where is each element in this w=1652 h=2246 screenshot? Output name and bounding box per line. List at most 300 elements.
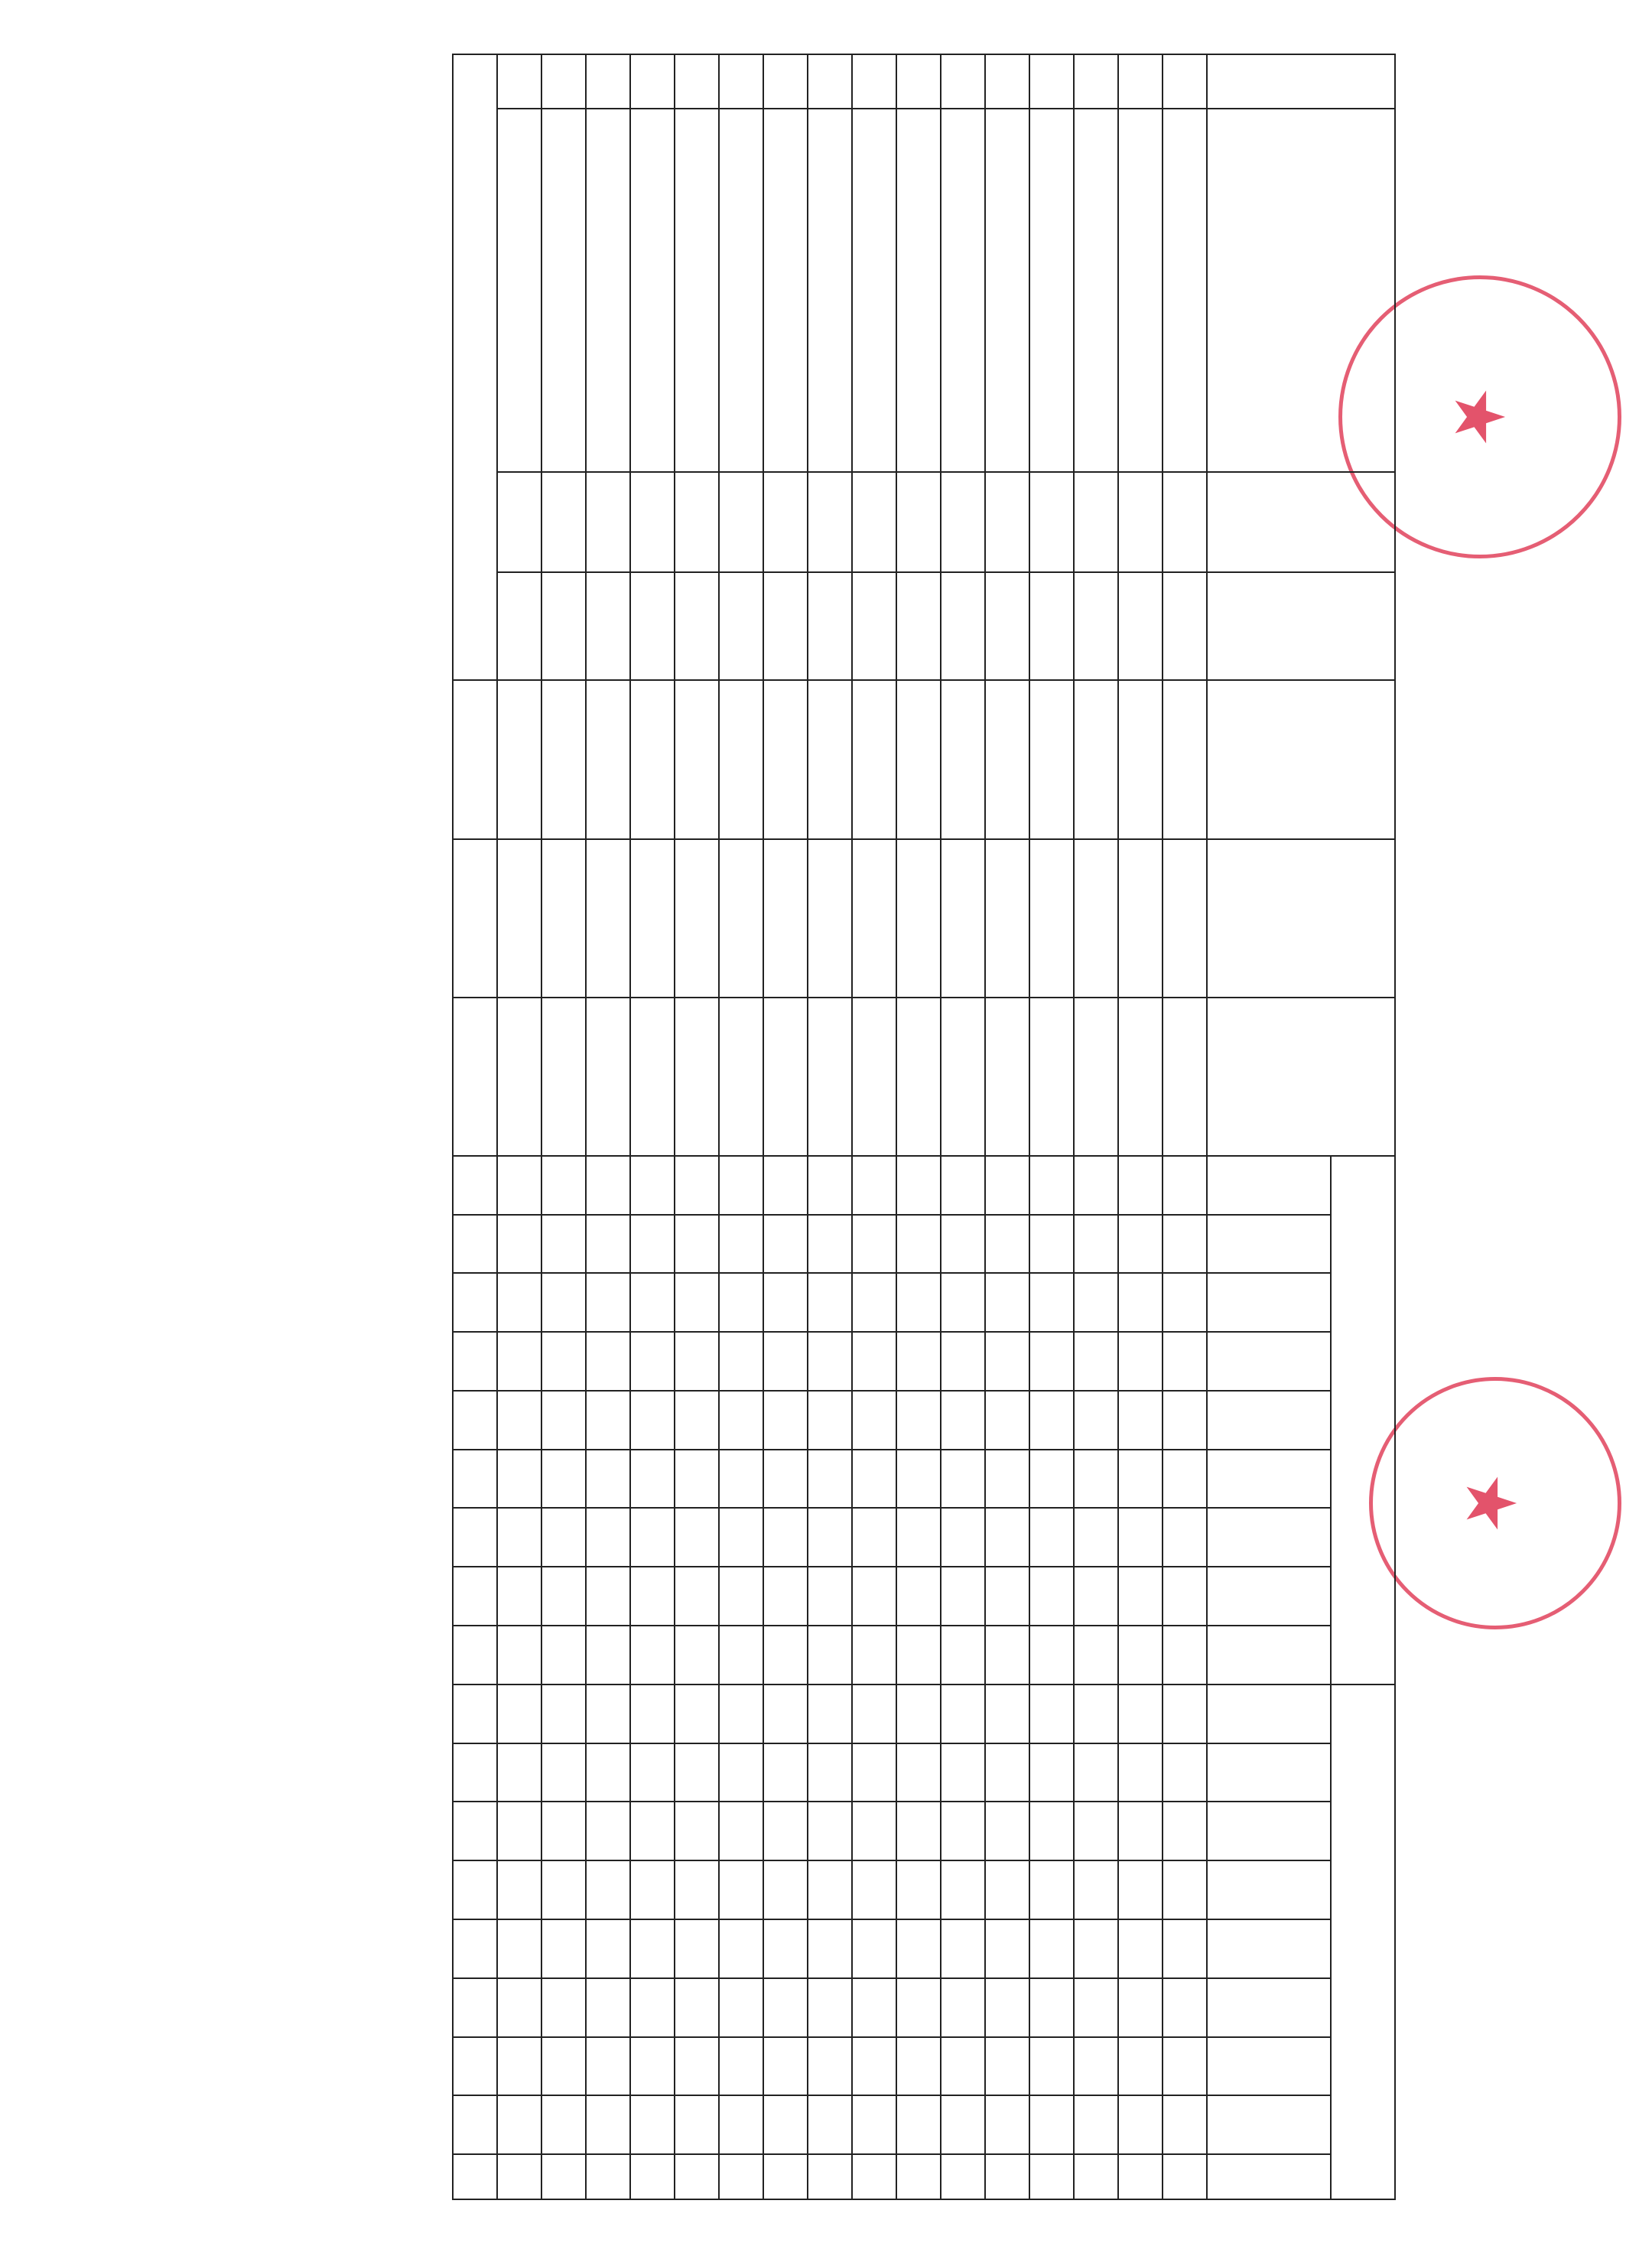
cell-usage <box>852 1978 896 2037</box>
cell-depreciation <box>1118 839 1163 998</box>
cell-usage <box>497 1860 541 1919</box>
cell-asset-name <box>675 109 719 472</box>
cell-usage <box>1118 1802 1163 1860</box>
cell-usage <box>852 2095 896 2154</box>
cell-usage <box>941 1685 985 1743</box>
cell-seq <box>852 54 896 109</box>
cell-usage <box>896 1802 941 1860</box>
cell-usage <box>1074 2095 1118 2154</box>
cell-usage <box>1118 2154 1163 2199</box>
cell-status <box>541 1332 586 1391</box>
cell-quantity <box>675 572 719 680</box>
table-row <box>719 54 763 2199</box>
cell-usage <box>675 2037 719 2096</box>
cell-usage <box>675 1919 719 1978</box>
cell-usage <box>675 1978 719 2037</box>
cell-net-value <box>896 998 941 1156</box>
cell-status <box>541 1450 586 1509</box>
cell-seq <box>1118 54 1163 109</box>
cell-usage <box>852 2037 896 2096</box>
cell-status <box>985 1273 1029 1332</box>
cell-usage <box>719 2095 763 2154</box>
cell-usage <box>1118 1685 1163 1743</box>
header-measure-unit <box>1207 472 1395 572</box>
cell-usage <box>1118 2095 1163 2154</box>
cell-quantity <box>541 572 586 680</box>
cell-usage <box>1074 1978 1118 2037</box>
cell-usage <box>896 1860 941 1919</box>
cell-usage <box>1074 2154 1118 2199</box>
cell-status <box>1074 1215 1118 1274</box>
cell-usage <box>1074 1860 1118 1919</box>
cell-unit <box>497 472 541 572</box>
cell-asset-name <box>852 109 896 472</box>
cell-unit <box>896 472 941 572</box>
cell-usage <box>586 1743 630 1802</box>
cell-status <box>1029 1567 1074 1626</box>
cell-unit <box>541 472 586 572</box>
cell-status <box>1118 1391 1163 1450</box>
cell-asset-name <box>808 109 852 472</box>
cell-status <box>852 1273 896 1332</box>
cell-depreciation <box>985 839 1029 998</box>
header-status-repair <box>1207 1273 1331 1332</box>
cell-status <box>1163 1215 1207 1274</box>
header-status-other <box>1207 1626 1331 1685</box>
cell-status <box>985 1450 1029 1509</box>
cell-usage <box>719 1743 763 1802</box>
cell-status <box>675 1332 719 1391</box>
cell-status <box>808 1156 852 1215</box>
cell-original-value <box>1163 680 1207 838</box>
cell-usage <box>719 1978 763 2037</box>
cell-usage <box>630 1685 675 1743</box>
cell-depreciation <box>675 839 719 998</box>
cell-usage <box>1163 1860 1207 1919</box>
cell-seq <box>1029 54 1074 109</box>
header-usage-other <box>1207 2154 1331 2199</box>
cell-quantity <box>719 572 763 680</box>
cell-usage <box>541 1685 586 1743</box>
cell-status <box>541 1215 586 1274</box>
cell-usage <box>497 2095 541 2154</box>
cell-quantity <box>497 572 541 680</box>
cell-seq <box>1074 54 1118 109</box>
cell-status <box>630 1273 675 1332</box>
cell-usage <box>985 1802 1029 1860</box>
cell-usage <box>808 1743 852 1802</box>
cell-status <box>985 1332 1029 1391</box>
cell-usage <box>941 1743 985 1802</box>
cell-seq <box>763 54 808 109</box>
cell-usage <box>719 2037 763 2096</box>
cell-usage <box>719 1685 763 1743</box>
cell-usage <box>630 1978 675 2037</box>
cell-seq <box>941 54 985 109</box>
cell-status <box>763 1332 808 1391</box>
cell-quantity <box>852 572 896 680</box>
cell-status <box>985 1626 1029 1685</box>
cell-net-value <box>497 998 541 1156</box>
cell-usage <box>630 2037 675 2096</box>
cell-status <box>675 1626 719 1685</box>
cell-status <box>586 1156 630 1215</box>
cell-usage <box>586 1860 630 1919</box>
cell-usage <box>852 1743 896 1802</box>
cell-unit <box>985 472 1029 572</box>
cell-depreciation <box>852 839 896 998</box>
cell-status <box>586 1391 630 1450</box>
cell-status <box>586 1508 630 1567</box>
cell-original-value <box>1074 680 1118 838</box>
cell-usage <box>541 1978 586 2037</box>
cell-usage <box>675 1860 719 1919</box>
cell-status <box>941 1332 985 1391</box>
cell-status <box>719 1391 763 1450</box>
cell-usage <box>941 1978 985 2037</box>
cell-usage <box>852 1685 896 1743</box>
cell-status <box>630 1391 675 1450</box>
total-label <box>453 54 497 680</box>
cell-usage <box>541 2095 586 2154</box>
cell-unit <box>941 472 985 572</box>
cell-status <box>719 1626 763 1685</box>
cell-quantity <box>1118 572 1163 680</box>
header-usage-lent <box>1207 1802 1331 1860</box>
cell-unit <box>1074 472 1118 572</box>
cell-usage <box>763 1860 808 1919</box>
cell-status <box>497 1567 541 1626</box>
cell-status <box>675 1215 719 1274</box>
cell-usage <box>630 2154 675 2199</box>
table-row <box>1074 54 1118 2199</box>
header-usage-public <box>1207 1978 1331 2037</box>
cell-usage <box>896 2037 941 2096</box>
cell-status <box>808 1391 852 1450</box>
header-usage-entrusted <box>1207 1860 1331 1919</box>
header-original-value <box>1207 680 1395 838</box>
cell-status <box>852 1156 896 1215</box>
cell-usage <box>808 1860 852 1919</box>
cell-net-value <box>719 998 763 1156</box>
cell-usage <box>719 1860 763 1919</box>
cell-usage <box>763 1802 808 1860</box>
asset-table <box>452 54 1396 2200</box>
cell-status <box>985 1508 1029 1567</box>
cell-status <box>852 1567 896 1626</box>
cell-usage <box>808 1685 852 1743</box>
cell-usage <box>1074 1919 1118 1978</box>
cell-status <box>1118 1273 1163 1332</box>
header-seq <box>1207 54 1395 109</box>
table-row <box>1163 54 1207 2199</box>
cell-usage <box>630 1860 675 1919</box>
cell-status <box>497 1450 541 1509</box>
cell-net-value <box>1163 998 1207 1156</box>
cell-quantity <box>763 572 808 680</box>
cell-usage <box>808 2037 852 2096</box>
cell-status <box>541 1626 586 1685</box>
cell-usage <box>541 2037 586 2096</box>
cell-status <box>1118 1508 1163 1567</box>
cell-status <box>675 1156 719 1215</box>
cell-usage <box>852 1802 896 1860</box>
cell-status <box>1029 1508 1074 1567</box>
cell-status <box>941 1215 985 1274</box>
cell-status <box>1118 1332 1163 1391</box>
cell-status <box>1029 1450 1074 1509</box>
cell-status <box>985 1391 1029 1450</box>
cell-usage <box>1029 1743 1074 1802</box>
cell-status <box>941 1626 985 1685</box>
cell-usage <box>763 1978 808 2037</box>
cell-usage <box>1163 1685 1207 1743</box>
header-usage-suspended <box>1207 2095 1331 2154</box>
cell-usage <box>985 2037 1029 2096</box>
cell-status <box>1163 1391 1207 1450</box>
cell-status <box>1118 1156 1163 1215</box>
header-status-demolished <box>1207 1508 1331 1567</box>
cell-usage <box>896 1685 941 1743</box>
cell-depreciation <box>896 839 941 998</box>
cell-usage <box>941 2095 985 2154</box>
cell-seq <box>630 54 675 109</box>
cell-usage <box>675 1685 719 1743</box>
cell-usage <box>808 2095 852 2154</box>
cell-asset-name <box>896 109 941 472</box>
cell-status <box>896 1626 941 1685</box>
cell-quantity <box>1163 572 1207 680</box>
cell-status <box>941 1450 985 1509</box>
cell-status <box>808 1450 852 1509</box>
cell-depreciation <box>1074 839 1118 998</box>
table-row <box>985 54 1029 2199</box>
cell-usage <box>1163 1978 1207 2037</box>
cell-status <box>719 1567 763 1626</box>
cell-status <box>808 1273 852 1332</box>
cell-status <box>1163 1273 1207 1332</box>
cell-status <box>675 1391 719 1450</box>
table-row <box>896 54 941 2199</box>
cell-status <box>941 1391 985 1450</box>
header-quantity <box>1207 572 1395 680</box>
cell-usage <box>941 1802 985 1860</box>
cell-depreciation <box>497 839 541 998</box>
cell-status <box>941 1273 985 1332</box>
cell-status <box>1074 1508 1118 1567</box>
cell-status <box>808 1626 852 1685</box>
cell-quantity <box>1074 572 1118 680</box>
cell-unit <box>808 472 852 572</box>
table-row <box>630 54 675 2199</box>
cell-usage <box>541 1802 586 1860</box>
cell-status <box>630 1332 675 1391</box>
cell-original-value <box>675 680 719 838</box>
cell-status <box>1074 1332 1118 1391</box>
cell-original-value <box>852 680 896 838</box>
cell-status <box>896 1508 941 1567</box>
cell-status <box>852 1215 896 1274</box>
cell-asset-name <box>763 109 808 472</box>
cell-status <box>497 1391 541 1450</box>
header-usage-self-operated <box>1207 1685 1331 1743</box>
cell-status <box>763 1391 808 1450</box>
cell-usage <box>896 1743 941 1802</box>
cell-status <box>630 1156 675 1215</box>
cell-status <box>896 1215 941 1274</box>
cell-usage <box>985 2154 1029 2199</box>
cell-usage <box>1029 1978 1074 2037</box>
cell-net-value <box>763 998 808 1156</box>
cell-original-value <box>497 680 541 838</box>
cell-usage <box>630 1743 675 1802</box>
cell-status <box>1074 1450 1118 1509</box>
cell-usage <box>586 1919 630 1978</box>
header-status-scrapped <box>1207 1332 1331 1391</box>
cell-status <box>675 1567 719 1626</box>
cell-status <box>808 1332 852 1391</box>
cell-quantity <box>1029 572 1074 680</box>
cell-asset-name <box>1074 109 1118 472</box>
cell-unit <box>719 472 763 572</box>
cell-original-value <box>985 680 1029 838</box>
cell-usage <box>719 2154 763 2199</box>
cell-status <box>497 1273 541 1332</box>
cell-original-value <box>586 680 630 838</box>
cell-asset-name <box>1118 109 1163 472</box>
cell-usage <box>896 1978 941 2037</box>
cell-usage <box>630 2095 675 2154</box>
cell-usage <box>1118 1860 1163 1919</box>
cell-depreciation <box>941 839 985 998</box>
cell-status <box>586 1332 630 1391</box>
table-row <box>497 54 541 2199</box>
cell-status <box>719 1508 763 1567</box>
cell-original-value <box>763 680 808 838</box>
cell-status <box>1074 1567 1118 1626</box>
cell-usage <box>1118 1743 1163 1802</box>
cell-status <box>1163 1508 1207 1567</box>
cell-usage <box>985 2095 1029 2154</box>
cell-status <box>1029 1215 1074 1274</box>
cell-seq <box>1163 54 1207 109</box>
cell-status <box>896 1332 941 1391</box>
cell-usage <box>630 1802 675 1860</box>
cell-usage <box>719 1919 763 1978</box>
cell-status <box>1118 1215 1163 1274</box>
cell-status <box>896 1156 941 1215</box>
cell-status <box>1029 1332 1074 1391</box>
cell-status <box>497 1508 541 1567</box>
cell-usage <box>985 1743 1029 1802</box>
cell-status <box>1163 1156 1207 1215</box>
table-row <box>541 54 586 2199</box>
cell-unit <box>675 472 719 572</box>
table-row <box>852 54 896 2199</box>
cell-status <box>1029 1273 1074 1332</box>
cell-quantity <box>941 572 985 680</box>
cell-status <box>896 1391 941 1450</box>
cell-usage <box>586 2095 630 2154</box>
cell-status <box>763 1156 808 1215</box>
cell-status <box>808 1567 852 1626</box>
cell-status <box>985 1156 1029 1215</box>
cell-status <box>719 1332 763 1391</box>
table-row <box>1118 54 1163 2199</box>
cell-usage <box>896 2154 941 2199</box>
cell-usage <box>1074 1802 1118 1860</box>
header-usage-idle <box>1207 2037 1331 2096</box>
cell-status <box>630 1567 675 1626</box>
cell-usage <box>1163 2154 1207 2199</box>
cell-usage <box>586 1685 630 1743</box>
cell-status <box>675 1273 719 1332</box>
cell-quantity <box>896 572 941 680</box>
cell-usage <box>586 2154 630 2199</box>
cell-usage <box>985 1685 1029 1743</box>
cell-unit <box>1029 472 1074 572</box>
cell-status <box>985 1215 1029 1274</box>
cell-status <box>1074 1156 1118 1215</box>
cell-net-value <box>941 998 985 1156</box>
cell-seq <box>719 54 763 109</box>
cell-usage <box>586 1802 630 1860</box>
cell-asset-name <box>586 109 630 472</box>
header-status-lost <box>1207 1450 1331 1509</box>
cell-usage <box>1029 1919 1074 1978</box>
cell-usage <box>630 1919 675 1978</box>
cell-unit <box>1163 472 1207 572</box>
cell-status <box>675 1508 719 1567</box>
cell-status <box>1118 1567 1163 1626</box>
cell-usage <box>497 1802 541 1860</box>
cell-status <box>497 1332 541 1391</box>
cell-status <box>852 1450 896 1509</box>
cell-status <box>852 1508 896 1567</box>
cell-status <box>541 1156 586 1215</box>
cell-usage <box>1118 1978 1163 2037</box>
cell-original-value <box>808 680 852 838</box>
cell-status <box>941 1508 985 1567</box>
cell-usage <box>497 1978 541 2037</box>
cell-status <box>719 1273 763 1332</box>
cell-usage <box>675 2095 719 2154</box>
cell-seq <box>808 54 852 109</box>
table-row <box>1029 54 1074 2199</box>
cell-unit <box>852 472 896 572</box>
cell-usage <box>1163 2095 1207 2154</box>
cell-usage <box>941 1919 985 1978</box>
cell-status <box>586 1215 630 1274</box>
cell-usage <box>719 1802 763 1860</box>
cell-status <box>763 1273 808 1332</box>
table-row <box>675 54 719 2199</box>
cell-usage <box>1163 1743 1207 1802</box>
cell-usage <box>852 2154 896 2199</box>
cell-status <box>630 1215 675 1274</box>
header-status-normal <box>1207 1156 1331 1215</box>
cell-usage <box>497 2154 541 2199</box>
cell-seq <box>985 54 1029 109</box>
cell-usage <box>675 1743 719 1802</box>
cell-usage <box>985 1860 1029 1919</box>
cell-depreciation <box>763 839 808 998</box>
cell-depreciation <box>719 839 763 998</box>
cell-original-value <box>941 680 985 838</box>
cell-net-value <box>586 998 630 1156</box>
cell-status <box>852 1626 896 1685</box>
cell-original-value <box>630 680 675 838</box>
